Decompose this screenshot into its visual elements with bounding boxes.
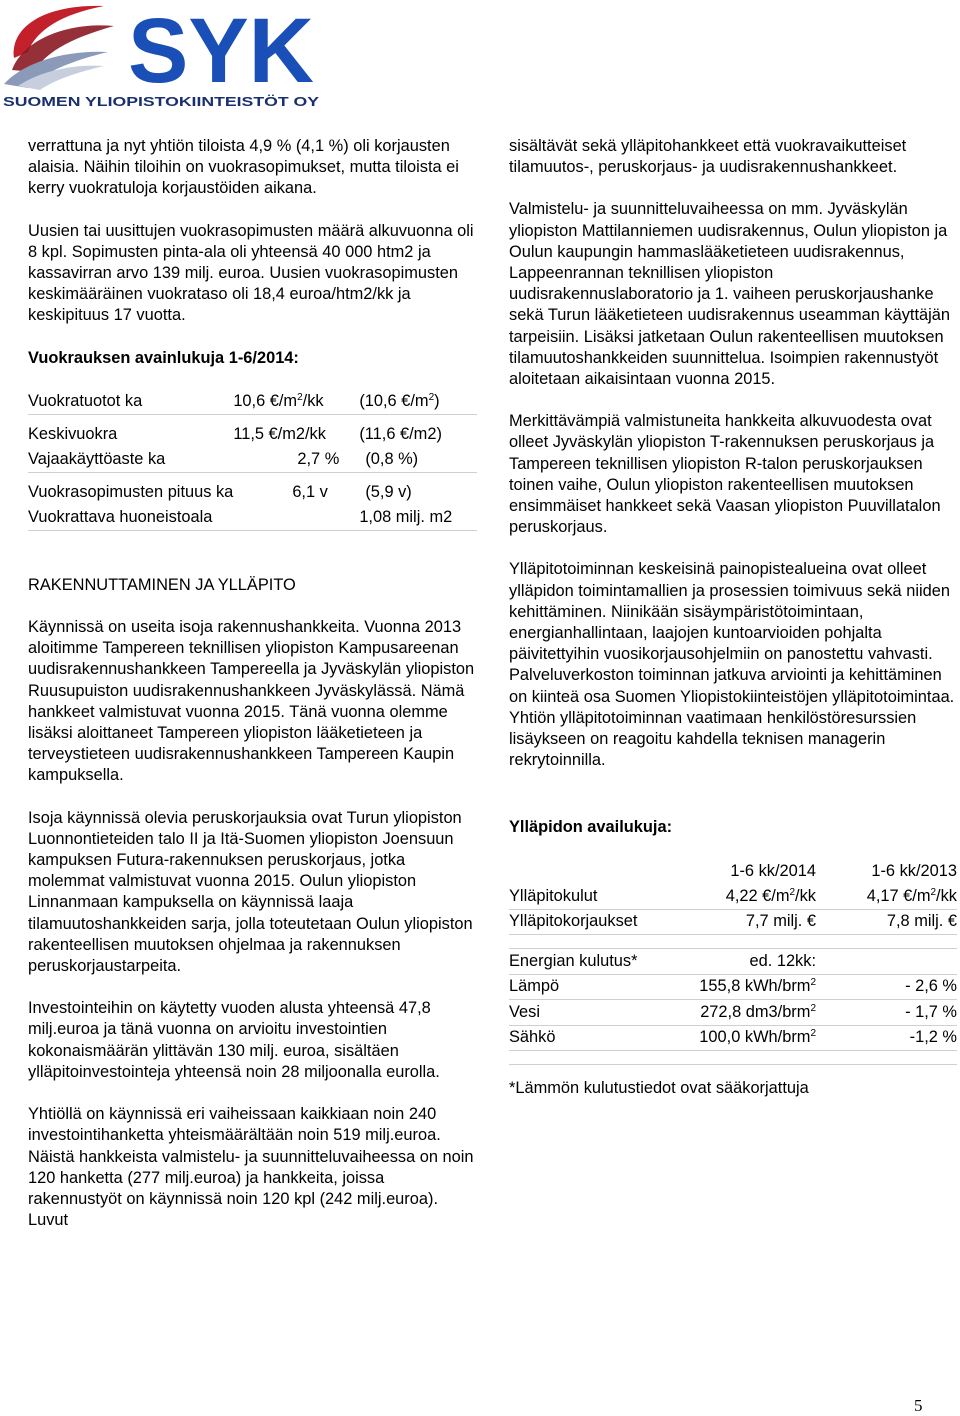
row-label: Sähkö [509, 1025, 691, 1051]
keyfigure-label: Vajaakäyttöaste ka [28, 447, 233, 473]
table-row [28, 447, 477, 473]
column-header: 1-6 kk/2014 [730, 862, 816, 881]
cell-value: 155,8 kWh/brm$^2$ [691, 974, 816, 1000]
maintenance-heading: Ylläpidon availukuja: [509, 818, 673, 837]
paragraph-new-leases: Uusien tai uusittujen vuokrasopimusten määrä alkuvuonna oli 8 kpl. Sopimusten pinta-ala oli yhteensä 40 000 htm2 ja kassavirran arvo 139 milj. euroa. Uusien vuokrasopimusten keskimääräinen vuokrataso oli 18,4 euroa/htm2/kk ja keskipituus 17 vuotta. [28, 221, 474, 325]
cell-value: 4,22 $€/m^2/kk$ [691, 884, 816, 909]
right-column [509, 136, 959, 1099]
cell-value: 7,8 milj. € [816, 909, 957, 935]
keyfigure-value: 11,5 €/m2/kk [233, 424, 326, 443]
cell-change: -1,2 % [816, 1025, 957, 1051]
paragraph-completed: Merkittävämpiä valmistuneita hankkeita alkuvuodesta ovat olleet Jyväskylän yliopiston T-rakennuksen peruskorjaus ja Tampereen teknillisen yliopiston R-talon peruskorjauksen toinen vaihe, Oulun yliopiston rakenteellisen muutoksen ensimmäiset hankkeet sekä Vaasan yliopiston Puuvillatalon peruskorjaus. [509, 412, 941, 537]
cell-value: 272,8 dm3/brm$^2$ [691, 1000, 816, 1026]
paragraph-includes: sisältävät sekä ylläpitohankkeet että vuokravaikutteiset tilamuutos-, peruskorjaus- ja uudisrakennushankkeet. [509, 137, 907, 177]
paragraph-investments: Investointeihin on käytetty vuoden alusta yhteensä 47,8 milj.euroa ja tänä vuonna on arvioitu investointien kokonaismäärän ylittävän 130 milj. euroa, sisältäen ylläpitoinvestointeja yhteensä noin 28 miljoonalla eurolla. [28, 999, 440, 1081]
table-row [509, 884, 957, 909]
cell-change: - 1,7 % [816, 1000, 957, 1026]
paragraph-maintenance: Ylläpitotoiminnan keskeisinä painopistealueina ovat olleet ylläpidon toimintamallien ja prosessien toimivuus sekä niiden kehittäminen. Niinikään sisäympäristötoimintaan, energianhallintaan, laajojen kuntoarvioiden pohjalta päivitettyihin vuosikorjausohjelmiin on panostettu vahvasti. Palveluverkoston toiminnan jatkuva arviointi ja kehittäminen on kiinteä osa Suomen Yliopistokiinteistöjen ylläpitotoimintaa. Yhtiön ylläpitotoiminnan vaatimaan henkilöstöresurssien lisäykseen on reagoitu kahdella teknisen managerin rekrytoinnilla. [509, 560, 955, 770]
logo-swirl [4, 6, 114, 90]
cell-value: 4,17 $€/m^2/kk$ [816, 884, 957, 909]
column-header: 1-6 kk/2013 [871, 862, 957, 881]
keyfigure-value: 2,7 % [233, 447, 359, 473]
keyfigure-label: Keskivuokra [28, 424, 118, 443]
table-header-row [509, 860, 957, 885]
keyfigure-previous: (0,8 %) [359, 447, 477, 473]
keyfigure-label: Vuokratuotot ka [28, 389, 233, 415]
keyfigure-label: Vuokrasopimusten pituus ka [28, 482, 234, 501]
rental-keyfigures-table [28, 389, 477, 531]
cell-change: - 2,6 % [816, 974, 957, 1000]
keyfigure-previous: (10,6 $€/m^2$) [359, 389, 477, 415]
table-row [509, 909, 957, 935]
row-label: Vesi [509, 1000, 691, 1026]
paragraph-planning: Valmistelu- ja suunnitteluvaiheessa on mm. Jyväskylän yliopiston Mattilanniemen uudisrakennus, Oulun yliopiston ja Oulun kaupungin hammaslääketieteen uudisrakennus, Lappeenrannan teknillisen yliopiston uudisrakennuslaboratorio ja 1. vaiheen peruskorjaushanke sekä Turun lääketieteen uudisrakennus useamman käyttäjän tarpeisiin. Lisäksi jatketaan Oulun rakenteellisen muutoksen tilamuutoshankkeiden suunnittelua. Isoimpien rakennustyöt aloitetaan aikaisintaan vuonna 2015. [509, 200, 950, 389]
table-row [28, 505, 477, 531]
cell-value: 100,0 kWh/brm$^2$ [691, 1025, 816, 1051]
row-label: Ylläpitokulut [509, 884, 691, 909]
keyfigure-previous: (11,6 €/m2) [359, 424, 442, 443]
keyfigure-value: 1,08 milj. m2 [359, 505, 477, 531]
paragraph-projects: Yhtiöllä on käynnissä eri vaiheissaan kaikkiaan noin 240 investointihanketta yhteismäärältään noin 519 milj.euroa. Näistä hankkeista valmistelu- ja suunnitteluvaiheessa on noin 120 hanketta (277 milj.euroa) ja hankkeita, joissa rakennustyöt on käynnissä noin 120 kpl (242 milj.euroa). Luvut [28, 1105, 474, 1230]
logo-mark: SYK [128, 0, 314, 102]
table-row [509, 1025, 957, 1051]
column-header: ed. 12kk: [691, 949, 816, 975]
table-row [28, 389, 477, 415]
paragraph-construction: Käynnissä on useita isoja rakennushankkeita. Vuonna 2013 aloitimme Tampereen teknillisen yliopiston Kampusareenan uudisrakennushankkeen Tampereella ja Jyväskylän yliopiston Ruusupuiston uudisrakennushankkeen Jyväskylässä. Nämä hankkeet valmistuvat vuonna 2015. Tänä vuonna olemme lisäksi aloittaneet Tampereen yliopiston lääketieteen ja terveystieteen uudisrakennushankkeen Tampereen Kaupin kampuksella. [28, 618, 475, 785]
row-label: Energian kulutus* [509, 949, 691, 975]
paragraph-renovations: Isoja käynnissä olevia peruskorjauksia ovat Turun yliopiston Luonnontieteiden talo II ja Itä-Suomen yliopiston Joensuun kampuksen Futura-rakennuksen peruskorjaus, jotka molemmat valmistuvat vuonna 2015. Oulun yliopiston Linnanmaan kampuksella on käynnissä laaja tilamuutoshankkeiden sarja, jolla toteutetaan Oulun yliopiston rakenteellisen muutoksen ohjelmaa ja rakennuksen peruskorjaustarpeita. [28, 808, 473, 976]
paragraph-vacancy: verrattuna ja nyt yhtiön tiloista 4,9 % (4,1 %) oli korjausten alaisia. Näihin tiloihin on vuokrasopimukset, mutta tiloista ei kerry vuokratuloja korjaustöiden aikana. [28, 137, 459, 198]
keyfigures-heading: Vuokrauksen avainlukuja 1-6/2014: [28, 348, 299, 367]
footnote: *Lämmön kulutustiedot ovat sääkorjattuja [509, 1079, 809, 1098]
table-row [509, 1000, 957, 1026]
logo-company-name: SUOMEN YLIOPISTOKIINTEISTÖT OY [3, 94, 320, 109]
row-label: Lämpö [509, 974, 691, 1000]
company-logo [0, 0, 322, 110]
row-label: Ylläpitokorjaukset [509, 909, 691, 935]
keyfigure-value: 6,1 v [292, 482, 328, 501]
table-row [28, 480, 477, 505]
table-row [509, 949, 957, 975]
maintenance-table [509, 860, 957, 1066]
keyfigure-label: Vuokrattava huoneistoala [28, 505, 233, 531]
cell-value: 7,7 milj. € [691, 909, 816, 935]
left-column [28, 136, 478, 1231]
keyfigure-value: 10,6 $€/m^2/kk$ [233, 389, 359, 415]
table-row [28, 422, 477, 447]
section-heading: RAKENNUTTAMINEN JA YLLÄPITO [28, 575, 296, 594]
table-row [509, 974, 957, 1000]
keyfigure-previous: (5,9 v) [365, 482, 412, 501]
page-number: 5 [914, 1396, 923, 1415]
